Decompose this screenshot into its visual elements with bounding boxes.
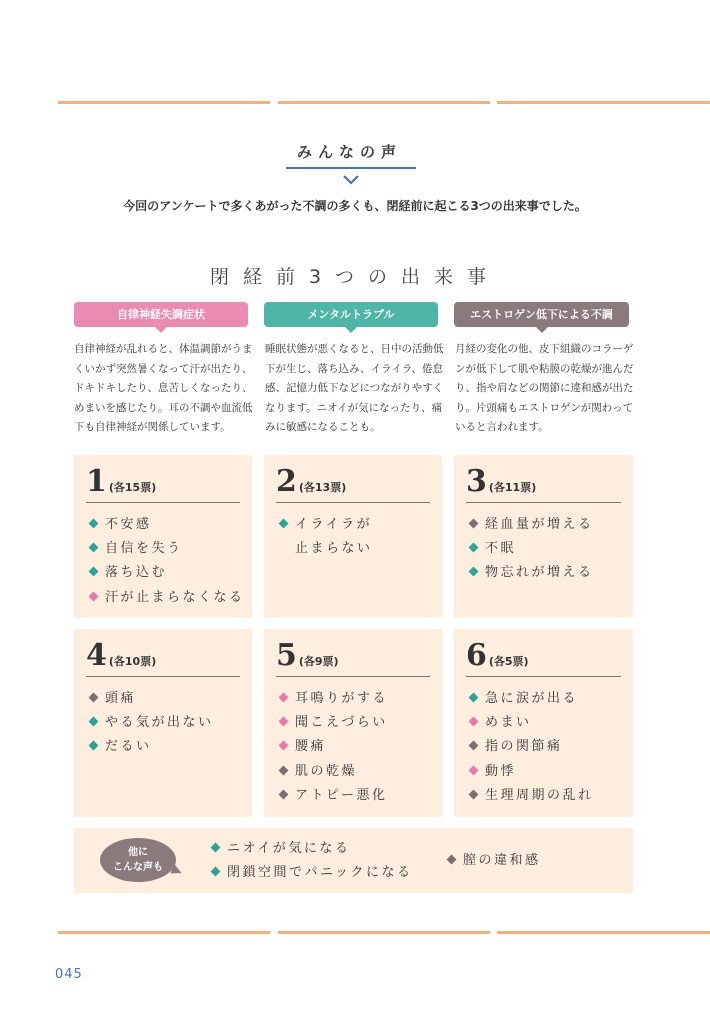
symptom-item: [88, 513, 245, 537]
symptom-list: [278, 687, 388, 808]
symptom-list: [88, 687, 214, 760]
other-voice-text: ニオイが気になる: [227, 841, 351, 856]
diamond-bullet-icon: [89, 693, 99, 703]
other-voice-text: 膣の違和感: [463, 853, 541, 868]
symptom-text: 落ち込む: [105, 565, 168, 581]
diamond-bullet-icon: [89, 591, 99, 601]
other-voices-bubble: [100, 838, 176, 882]
symptom-item: [278, 711, 388, 735]
symptom-list: [88, 513, 245, 610]
symptom-item: [468, 687, 594, 711]
diamond-bullet-icon: [469, 693, 479, 703]
rank-votes: (各13票): [298, 481, 347, 494]
symptom-text: 頭痛: [105, 691, 137, 706]
symptom-list: [468, 513, 594, 586]
diamond-bullet-icon: [279, 741, 289, 751]
category-mental-label: メンタルトラブル: [307, 308, 395, 321]
rank-underline: [466, 676, 621, 677]
symptom-item: [278, 735, 388, 759]
diamond-bullet-icon: [89, 567, 99, 577]
category-estrogen-desc: 月経の変化の他、皮下組織のコラーゲンが低下して肌や粘膜の乾燥が進んだり、指や肩などの関節に違和感が出たり。片頭痛もエストロゲンが関わっていると言われます。: [455, 343, 634, 433]
rank-number: 6: [466, 638, 487, 673]
rank-underline: [86, 502, 240, 503]
symptom-text: 止まらない: [295, 541, 373, 557]
main-title: 閉経前3つの出来事: [209, 266, 501, 288]
bottom-rule-3: [497, 931, 710, 934]
symptom-item: [278, 537, 373, 561]
chevron-down-icon: [341, 174, 361, 186]
symptom-text: 物忘れが増える: [485, 565, 594, 581]
rank-heading: [276, 465, 346, 499]
rank-votes: (各5票): [488, 655, 529, 668]
symptom-text: 汗が止まらなくなる: [105, 589, 245, 605]
other-voices-left-list: [210, 837, 412, 885]
other-voice-item: [446, 849, 541, 873]
diamond-bullet-icon: [279, 693, 289, 703]
rank-underline: [276, 676, 430, 677]
symptom-text: めまい: [485, 715, 532, 731]
symptom-item: [88, 561, 245, 585]
symptom-text: 経血量が増える: [485, 517, 594, 532]
symptom-text: やる気が出ない: [105, 715, 214, 731]
rank-number: 5: [276, 638, 297, 673]
other-voices-box: [74, 828, 633, 893]
bottom-rule-1: [58, 931, 270, 934]
diamond-bullet-icon: [89, 741, 99, 751]
rank-underline: [86, 676, 240, 677]
intro-text: 今回のアンケートで多くあがった不調の多くも、閉経前に起こる3つの出来事でした。: [123, 199, 587, 213]
symptom-item: [88, 537, 245, 561]
rank-heading: [276, 639, 339, 673]
symptom-text: 腰痛: [295, 739, 327, 755]
category-estrogen-tag: [454, 302, 629, 327]
rank-heading: [86, 639, 156, 673]
diamond-bullet-icon: [279, 789, 289, 799]
diamond-bullet-icon: [469, 567, 479, 577]
diamond-bullet-icon: [447, 855, 457, 865]
diamond-bullet-icon: [469, 765, 479, 775]
symptom-text: だるい: [105, 739, 152, 755]
diamond-bullet-icon: [469, 519, 479, 529]
symptom-list: [278, 513, 373, 561]
diamond-bullet-icon: [469, 543, 479, 553]
rank-underline: [466, 502, 621, 503]
category-mental-desc: 睡眠状態が悪くなると、日中の活動低下が生じ、落ち込み、イライラ、倦怠感、記憶力低下などにつながりやすくなります。ニオイが気になったり、痛みに敏感になることも。: [265, 343, 444, 433]
rank-heading: [466, 465, 536, 499]
other-voice-item: [210, 861, 412, 885]
rank-number: 4: [86, 638, 107, 673]
diamond-bullet-icon: [279, 717, 289, 727]
rank-number: 1: [86, 464, 107, 499]
diamond-bullet-icon: [469, 789, 479, 799]
diamond-bullet-icon: [89, 717, 99, 727]
symptom-text: 生理周期の乱れ: [485, 787, 594, 803]
symptom-item: [278, 513, 373, 537]
diamond-bullet-icon: [279, 519, 289, 529]
diamond-bullet-icon: [279, 765, 289, 775]
symptom-item: [88, 687, 214, 711]
section-title-underline: [286, 167, 416, 169]
rank-votes: (各10票): [108, 655, 157, 668]
diamond-bullet-icon: [469, 741, 479, 751]
rank-underline: [276, 502, 430, 503]
symptom-item: [468, 537, 594, 561]
symptom-text: 肌の乾燥: [295, 763, 358, 779]
symptom-text: 急に涙が出る: [485, 691, 579, 706]
symptom-item: [278, 784, 388, 808]
diamond-bullet-icon: [469, 717, 479, 727]
symptom-text: アトピー悪化: [295, 787, 388, 803]
bottom-rule-2: [278, 931, 490, 934]
rank-votes: (各9票): [298, 655, 339, 668]
symptom-list: [468, 687, 594, 808]
rank-box-6: [454, 629, 633, 817]
rank-box-4: [74, 629, 252, 817]
category-estrogen-label: エストロゲン低下による不調: [470, 308, 613, 321]
rank-box-1: [74, 455, 252, 618]
diamond-bullet-icon: [211, 867, 221, 877]
diamond-bullet-icon: [211, 843, 221, 853]
symptom-text: 指の関節痛: [485, 739, 563, 755]
symptom-text: 不眠: [485, 541, 517, 557]
rank-votes: (各15票): [108, 481, 157, 494]
section-title: みんなの声: [296, 143, 402, 161]
symptom-text: 自信を失う: [105, 541, 183, 557]
rank-heading: [86, 465, 156, 499]
symptom-item: [468, 513, 594, 537]
bubble-line-1: 他に: [128, 847, 148, 858]
rank-box-2: [264, 455, 442, 618]
category-autonomic-desc: 自律神経が乱れると、体温調節がうまくいかず突然暑くなって汗が出たり、ドキドキしたり、息苦しくなったり、めまいを感じたり。耳の不調や血流低下も自律神経が関係しています。: [74, 343, 253, 433]
symptom-text: 聞こえづらい: [295, 715, 388, 731]
symptom-text: イライラが: [295, 517, 373, 532]
diamond-bullet-icon: [89, 519, 99, 529]
category-autonomic-tag: [74, 302, 248, 327]
rank-number: 2: [276, 464, 297, 499]
symptom-item: [88, 711, 214, 735]
top-rule-3: [497, 101, 710, 104]
symptom-item: [88, 735, 214, 759]
rank-votes: (各11票): [488, 481, 537, 494]
symptom-text: 不安感: [105, 517, 152, 532]
symptom-item: [468, 760, 594, 784]
symptom-item: [278, 760, 388, 784]
other-voice-text: 閉鎖空間でパニックになる: [227, 865, 413, 880]
bubble-line-2: こんな声も: [113, 862, 163, 873]
rank-heading: [466, 639, 529, 673]
category-autonomic-label: 自律神経失調症状: [117, 308, 205, 321]
top-rule-2: [278, 101, 490, 104]
page-number: 045: [55, 967, 83, 982]
diamond-bullet-icon: [89, 543, 99, 553]
symptom-item: [468, 784, 594, 808]
rank-box-3: [454, 455, 633, 618]
rank-number: 3: [466, 464, 487, 499]
symptom-item: [468, 561, 594, 585]
symptom-item: [468, 735, 594, 759]
symptom-text: 動悸: [485, 763, 517, 779]
other-voice-item: [210, 837, 412, 861]
other-voices-right-list: [446, 849, 541, 873]
symptom-item: [468, 711, 594, 735]
category-mental-tag: [264, 302, 438, 327]
symptom-text: 耳鳴りがする: [295, 691, 389, 706]
symptom-item: [278, 687, 388, 711]
symptom-item: [88, 586, 245, 610]
top-rule-1: [58, 101, 270, 104]
rank-box-5: [264, 629, 442, 817]
